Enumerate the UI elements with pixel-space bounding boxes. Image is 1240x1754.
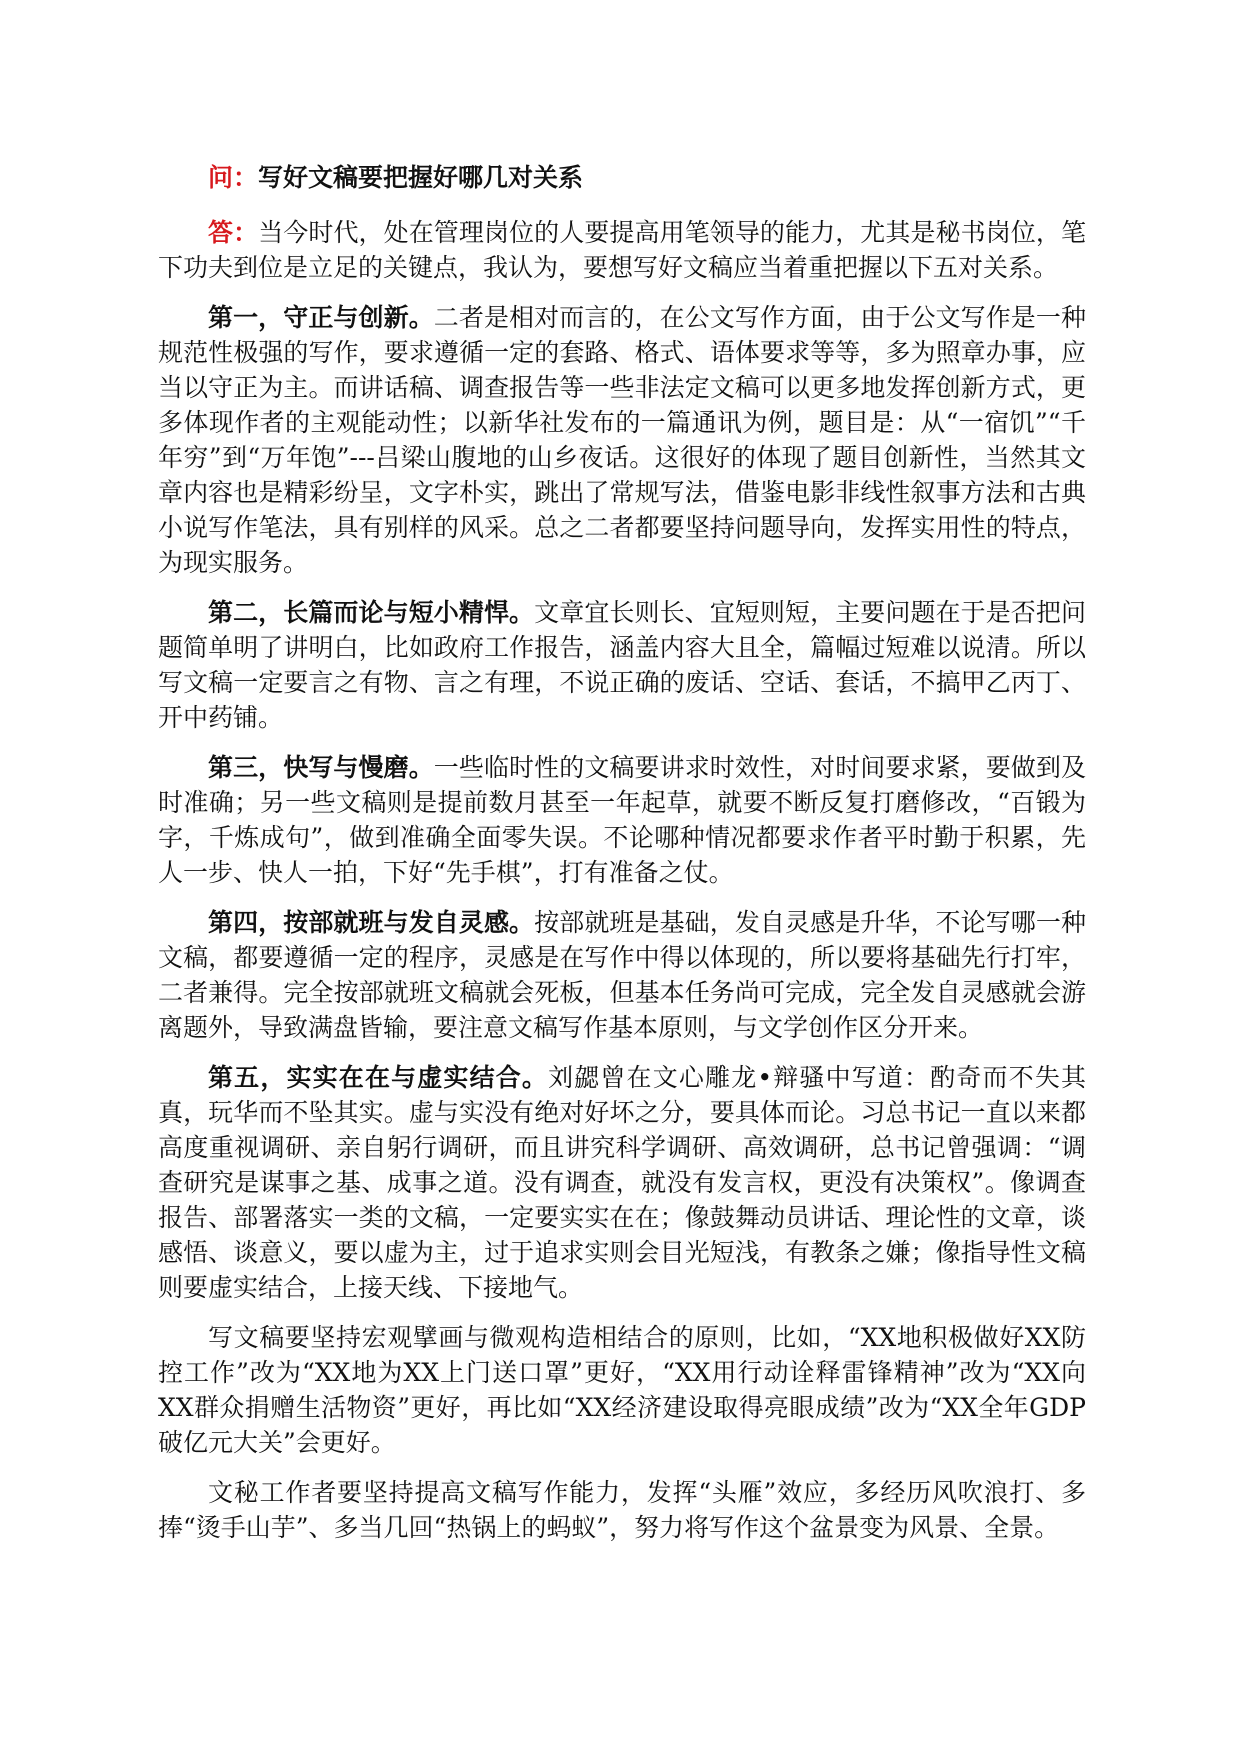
section-paragraph-5: [158, 1060, 1086, 1305]
question-text: 写好文稿要把握好哪几对关系: [258, 163, 584, 192]
closing-paragraph-2: 文秘工作者要坚持提高文稿写作能力，发挥“头雁”效应，多经历风吹浪打、多捧“烫手山芋”、多当几回“热锅上的蚂蚁”，努力将写作这个盆景变为风景、全景。: [158, 1478, 1086, 1542]
section-body: 文章宜长则长、宜短则短，主要问题在于是否把问题简单明了讲明白，比如政府工作报告，涵盖内容大且全，篇幅过短难以说清。所以写文稿一定要言之有物、言之有理，不说正确的废话、空话、套话，不搞甲乙丙丁、开中药铺。: [158, 598, 1086, 732]
section-paragraph-1: [158, 300, 1086, 580]
section-body: 按部就班是基础，发自灵感是升华，不论写哪一种文稿，都要遵循一定的程序，灵感是在写作中得以体现的，所以要将基础先行打牢，二者兼得。完全按部就班文稿就会死板，但基本任务尚可完成，完全发自灵感就会游离题外，导致满盘皆输，要注意文稿写作基本原则，与文学创作区分开来。: [158, 908, 1086, 1042]
section-heading: 第三，快写与慢磨。: [208, 753, 434, 782]
section-body: 刘勰曾在文心雕龙•辩骚中写道：酌奇而不失其真，玩华而不坠其实。虚与实没有绝对好坏之分，要具体而论。习总书记一直以来都高度重视调研、亲自躬行调研，而且讲究科学调研、高效调研，总书记曾强调：“调查研究是谋事之基、成事之道。没有调查，就没有发言权，更没有决策权”。像调查报告、部署落实一类的文稿，一定要实实在在；像鼓舞动员讲话、理论性的文章，谈感悟、谈意义，要以虚为主，过于追求实则会目光短浅，有教条之嫌；像指导性文稿则要虚实结合，上接天线、下接地气。: [158, 1063, 1086, 1302]
section-heading: 第一，守正与创新。: [208, 303, 434, 332]
section-body: 一些临时性的文稿要讲求时效性，对时间要求紧，要做到及时准确；另一些文稿则是提前数月甚至一年起草，就要不断反复打磨修改，“百锻为字，千炼成句”，做到准确全面零失误。不论哪种情况都要求作者平时勤于积累，先人一步、快人一拍，下好“先手棋”，打有准备之仗。: [158, 753, 1086, 887]
section-paragraph-4: [158, 905, 1086, 1045]
answer-paragraph: [158, 215, 1086, 285]
section-heading: 第四，按部就班与发自灵感。: [208, 908, 535, 937]
section-heading: 第二，长篇而论与短小精悍。: [208, 598, 535, 627]
answer-text: 当今时代，处在管理岗位的人要提高用笔领导的能力，尤其是秘书岗位，笔下功夫到位是立足的关键点，我认为，要想写好文稿应当着重把握以下五对关系。: [158, 218, 1086, 282]
section-body: 二者是相对而言的，在公文写作方面，由于公文写作是一种规范性极强的写作，要求遵循一定的套路、格式、语体要求等等，多为照章办事，应当以守正为主。而讲话稿、调查报告等一些非法定文稿可以更多地发挥创新方式，更多体现作者的主观能动性；以新华社发布的一篇通讯为例，题目是：从“一宿饥”“千年穷”到“万年饱”---吕梁山腹地的山乡夜话。这很好的体现了题目创新性，当然其文章内容也是精彩纷呈，文字朴实，跳出了常规写法，借鉴电影非线性叙事方法和古典小说写作笔法，具有别样的风采。总之二者都要坚持问题导向，发挥实用性的特点，为现实服务。: [158, 303, 1086, 577]
question-line: [158, 160, 1086, 195]
answer-label: 答：: [208, 218, 259, 247]
section-paragraph-3: [158, 750, 1086, 890]
closing-paragraph-1: 写文稿要坚持宏观擘画与微观构造相结合的原则，比如，“XX地积极做好XX防控工作”改为“XX地为XX上门送口罩”更好，“XX用行动诠释雷锋精神”改为“XX向XX群众捐赠生活物资”更好，再比如“XX经济建设取得亮眼成绩”改为“XX全年GDP破亿元大关”会更好。: [158, 1323, 1086, 1457]
document-body: [158, 160, 1086, 1560]
section-heading: 第五，实实在在与虚实结合。: [208, 1063, 549, 1092]
section-paragraph-2: [158, 595, 1086, 735]
question-label: 问：: [208, 163, 259, 192]
